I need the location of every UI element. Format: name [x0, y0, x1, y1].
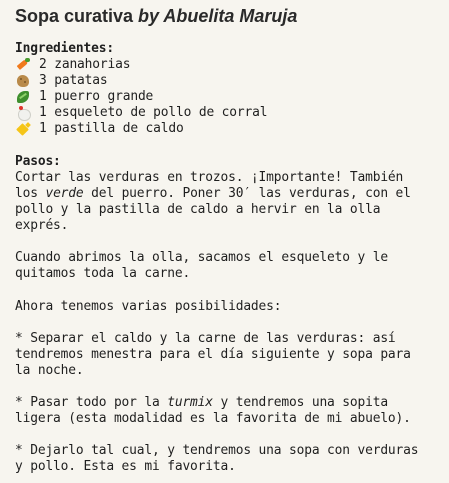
step-paragraph: Cuando abrimos la olla, sacamos el esqueleto y le quitamos toda la carne. — [15, 250, 388, 282]
blank-line — [15, 282, 435, 298]
note-body — [15, 41, 435, 476]
ingredient-text: 1 puerro grande — [39, 89, 154, 105]
option-paragraph — [15, 395, 435, 427]
ingredient-text: 3 patatas — [39, 73, 108, 89]
list-item — [15, 57, 435, 73]
option-text: y tendremos una sopita ligera (esta modalidad es la favorita de mi abuelo). — [15, 395, 411, 427]
option-paragraph: * Separar el caldo y la carne de las verduras: así tendremos menestra para el día siguiente y sopa para la noche. — [15, 330, 411, 378]
note-title-author: by Abuelita Maruja — [138, 6, 298, 26]
option-text: * Pasar todo por la — [15, 395, 168, 411]
step-paragraph — [15, 170, 435, 234]
list-item — [15, 89, 435, 105]
step-text: del puerro. Poner 30′ las verduras, con el pollo y la pastilla de caldo a hervir en la olla exprés. — [15, 185, 411, 234]
blank-line — [15, 138, 435, 154]
leafy-green-icon — [15, 90, 31, 104]
potato-icon — [15, 74, 31, 88]
ingredient-text: 1 esqueleto de pollo de corral — [39, 105, 268, 121]
step-emphasis: verde — [45, 185, 84, 201]
ingredients-list — [15, 57, 435, 137]
blank-line — [15, 427, 435, 443]
step-text: Cortar las verduras en trozos. ¡Importante! También los — [15, 169, 404, 201]
sparkles-icon — [15, 123, 31, 137]
ingredient-text: 1 pastilla de caldo — [39, 121, 184, 137]
note-title-main: Sopa curativa — [15, 6, 139, 26]
blank-line — [15, 315, 435, 331]
note-title — [15, 5, 435, 27]
option-paragraph: * Dejarlo tal cual, y tendremos una sopa con verduras y pollo. Esta es mi favorita. — [15, 443, 419, 475]
carrot-icon — [15, 58, 31, 72]
list-item — [15, 121, 435, 137]
ingredient-text: 2 zanahorias — [39, 57, 131, 73]
step-paragraph: Ahora tenemos varias posibilidades: — [15, 298, 282, 314]
ingredients-heading: Ingredientes: — [15, 41, 114, 56]
blank-line — [15, 379, 435, 395]
option-emphasis: turmix — [167, 395, 213, 411]
chicken-icon — [15, 106, 31, 120]
steps-heading: Pasos: — [15, 153, 61, 169]
list-item — [15, 105, 435, 121]
blank-line — [15, 234, 435, 250]
list-item — [15, 73, 435, 89]
